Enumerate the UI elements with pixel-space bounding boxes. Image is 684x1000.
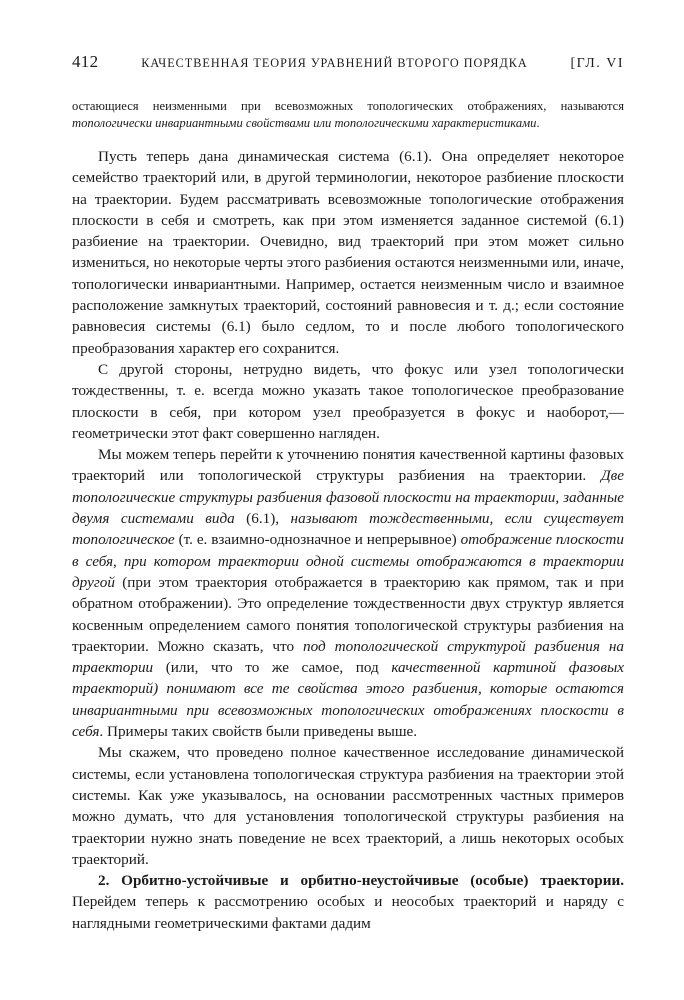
running-title: КАЧЕСТВЕННАЯ ТЕОРИЯ УРАВНЕНИЙ ВТОРОГО ПОРЯДКА: [141, 56, 528, 70]
section-paragraph: [72, 870, 624, 934]
page-number: 412: [72, 52, 99, 71]
paragraph-1: Пусть теперь дана динамическая система (6.1). Она определяет некоторое семейство траекторий или, в другой терминологии, некоторое разбиение плоскости на траектории. Будем рассматривать всевозможные топологические отображения плоскости в себя и смотреть, как при этом изменяется заданное системой (6.1) разбиение на траектории. Очевидно, вид траекторий при этом может сильно измениться, но некоторые черты этого разбиения остаются неизменными или, иначе, топологически инвариантными. Например, остается неизменным число и взаимное расположение замкнутых траекторий, состояний равновесия и т. д.; если состояние равновесия системы (6.1) было седлом, то и после любого топологического преобразования характер его сохранится.: [72, 148, 624, 357]
intro-italic: топологически инвариантными свойствами или топологическими характеристиками: [72, 116, 537, 130]
page: [72, 52, 624, 934]
p3-text-1: Мы можем теперь перейти к уточнению понятия качественной картины фазовых траекторий или топологической структуры разбиения на траектории.: [72, 446, 624, 485]
section-heading: 2. Орбитно-устойчивые и орбитно-неустойчивые (особые) траектории.: [98, 872, 624, 890]
running-header: [72, 52, 624, 72]
intro-paragraph: [72, 98, 624, 132]
p3-italic-2: называют тождественными, если существует топологическое: [72, 510, 624, 549]
p3-text-6: . Примеры таких свойств были приведены выше.: [99, 723, 418, 741]
p3-italic-4: под топологической структурой разбиения на траектории: [72, 637, 624, 677]
paragraph-2: С другой стороны, нетрудно видеть, что фокус или узел топологически тождественны, т. е. всегда можно указать такое топологическое преобразование плоскости в себя, при котором узел преобразуется в фокус и наоборот,— геометрически этот факт совершенно нагляден.: [72, 360, 624, 442]
p3-italic-1: Две топологические структуры разбиения фазовой плоскости на траектории, заданные двумя системами вида: [72, 467, 624, 528]
p3-text-5: (или, что то же самое, под: [153, 659, 392, 677]
p3-text-3: (т. е. взаимно-однозначное и непрерывное): [174, 531, 461, 549]
p3-italic-5: качественной картиной фазовых траекторий) понимают все те свойства этого разбиения, которые остаются инвариантными при всевозможных топологических отображениях плоскости в себя: [72, 659, 625, 741]
p3-text-2: (6.1),: [234, 510, 291, 528]
paragraph-3: [72, 444, 624, 742]
section-text: Перейдем теперь к рассмотрению особых и неособых траекторий и наряду с наглядными геометрическими фактами дадим: [72, 893, 624, 932]
paragraph-4: Мы скажем, что проведено полное качественное исследование динамической системы, если установлена топологическая структура разбиения на траектории этой системы. Как уже указывалось, на основании рассмотренных частных примеров можно думать, что для установления топологической структуры разбиения на траектории нужно знать поведение не всех траекторий, а лишь некоторых особых траекторий.: [72, 744, 624, 868]
intro-end: .: [536, 116, 540, 130]
p3-italic-3: отображение плоскости в себя, при котором траектории одной системы отображаются в траектории другой: [72, 531, 624, 591]
intro-text: остающиеся неизменными при всевозможных топологических отображениях, называются: [72, 99, 624, 113]
chapter-label: [ГЛ. VI: [570, 56, 624, 71]
p3-text-4: (при этом траектория отображается в траекторию как прямом, так и при обратном отображении). Это определение тождественности двух структур является косвенным определением самого понятия топологической структуры разбиения на траектории. Можно сказать, что: [72, 573, 624, 655]
